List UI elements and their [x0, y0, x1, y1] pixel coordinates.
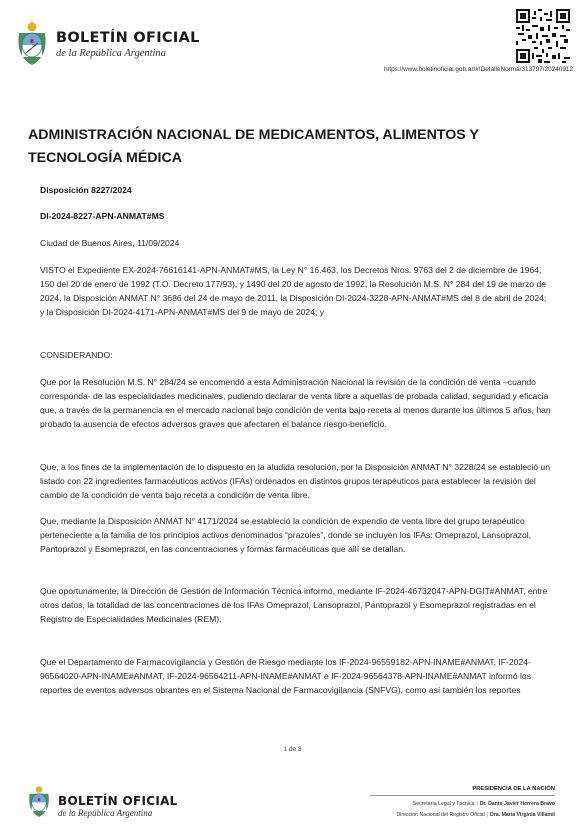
qr-code-icon[interactable]	[516, 9, 570, 63]
footer-brand-subtitle: de la República Argentina	[58, 808, 153, 818]
direccion-line: Dirección Nacional del Registro Oficial | Dra. María Virginia Villamil	[396, 812, 555, 818]
argentina-coat-of-arms-icon	[14, 20, 50, 66]
presidencia-label: PRESIDENCIA DE LA NACIÓN	[472, 786, 555, 792]
direccion-label: Dirección Nacional del Registro Oficial	[396, 812, 485, 818]
paragraph-5: Que el Departamento de Farmacovigilancia y Gestión de Riesgo mediante los IF-2024-96559182-APN-INAME#ANMAT, IF-2024-96564020-APN-INAME#ANMAT, IF-2024-96564211-APN-INAME#ANMAT e IF-2024-96564378-APN-INAME#ANMAT informó los reportes de eventos adversos obrantes en el Sistema Nacional de Farmacovigilancia (SNFVG), como así también los reportes	[40, 657, 531, 695]
footer-divider	[370, 795, 555, 796]
secretaria-name: Dr. Dante Javier Herrera Bravo	[479, 801, 555, 807]
argentina-coat-of-arms-icon	[26, 783, 52, 819]
document-heading: ADMINISTRACIÓN NACIONAL DE MEDICAMENTOS, ALIMENTOS Y TECNOLOGÍA MÉDICA	[28, 127, 479, 166]
direccion-name: Dra. María Virginia Villamil	[490, 812, 555, 818]
page-number: 1 de 3	[283, 746, 302, 753]
secretaria-label: Secretaría Legal y Técnica	[412, 801, 475, 807]
paragraph-4: Que oportunamente, la Dirección de Gestión de Información Técnica informó, mediante IF-2024-46732047-APN-DGIT#ANMAT, entre otros datos, la totalidad de las concentraciones de los IFAs Omeprazol, Lansoprazol, Pantoprazol y Esomeprazol registradas en el Registro de Especialidades Medicinales (REM).	[40, 586, 548, 624]
paragraph-1: Que por la Resolución M.S. N° 284/24 se encomendó a esta Administración Nacional la revisión de la condición de venta –cuando corresponda- de las especialidades medicinales, pudiendo declarar de venta libre a aquellas de probada calidad, seguridad y eficacia que, a través de la permanencia en el mercado nacional bajo condición de venta bajo receta al menos durante los últimos 5 años, han probado la ausencia de efectos adversos graves que afectaren el balance riesgo-beneficio.	[40, 377, 551, 429]
considerando-label: CONSIDERANDO:	[40, 350, 113, 360]
document-reference: DI-2024-8227-APN-ANMAT#MS	[40, 211, 165, 221]
visto-paragraph: VISTO el Expediente EX-2024-76616141-APN-ANMAT#MS, la Ley N° 16.463, los Decretos Nros. 9763 del 2 de diciembre de 1964, 150 del 20 de enero de 1992 (T.O. Decreto 177/93), y 1490 del 20 de agosto de 1992, la Resolución M.S. N° 284 del 19 de marzo de 2024, la Disposición ANMAT N° 3686 del 24 de mayo de 2011, la Disposición DI-2024-3228-APN-ANMAT#MS del 8 de abril de 2024; y la Disposición DI-2024-4171-APN-ANMAT#MS del 9 de mayo de 2024; y	[40, 265, 547, 317]
city-date: Ciudad de Buenos Aires, 11/09/2024	[40, 238, 180, 248]
disposicion-number: Disposición 8227/2024	[40, 185, 132, 195]
source-url[interactable]: https://www.boletinoficial.gob.ar/#!DetalleNorma/313797/20240912	[384, 66, 573, 73]
paragraph-2: Que, a los fines de la implementación de lo dispuesto en la aludida resolución, por la Disposición ANMAT N° 3228/24 se estableció un listado con 22 ingredientes farmacéuticos activos (IFAs) ordenados en distintos grupos terapéuticos para establecer la revisión del cambio de la condición de venta bajo receta a condición de venta libre.	[40, 462, 550, 500]
paragraph-3: Que, mediante la Disposición ANMAT N° 4171/2024 se estableció la condición de expendio de venta libre del grupo terapéutico perteneciente a la familia de los principios activos denominados “prazoles”, donde se incluyen los IFAs: Omeprazol, Lansoprazol, Pantoprazol y Esomeprazol, en las concentraciones y formas farmacéuticas que allí se detallan.	[40, 516, 532, 554]
brand-subtitle: de la República Argentina	[56, 48, 166, 59]
brand-title: BOLETÍN OFICIAL	[56, 30, 200, 46]
footer-brand-title: BOLETÍN OFICIAL	[58, 794, 178, 808]
secretaria-line: Secretaría Legal y Técnica | Dr. Dante Javier Herrera Bravo	[412, 801, 555, 807]
